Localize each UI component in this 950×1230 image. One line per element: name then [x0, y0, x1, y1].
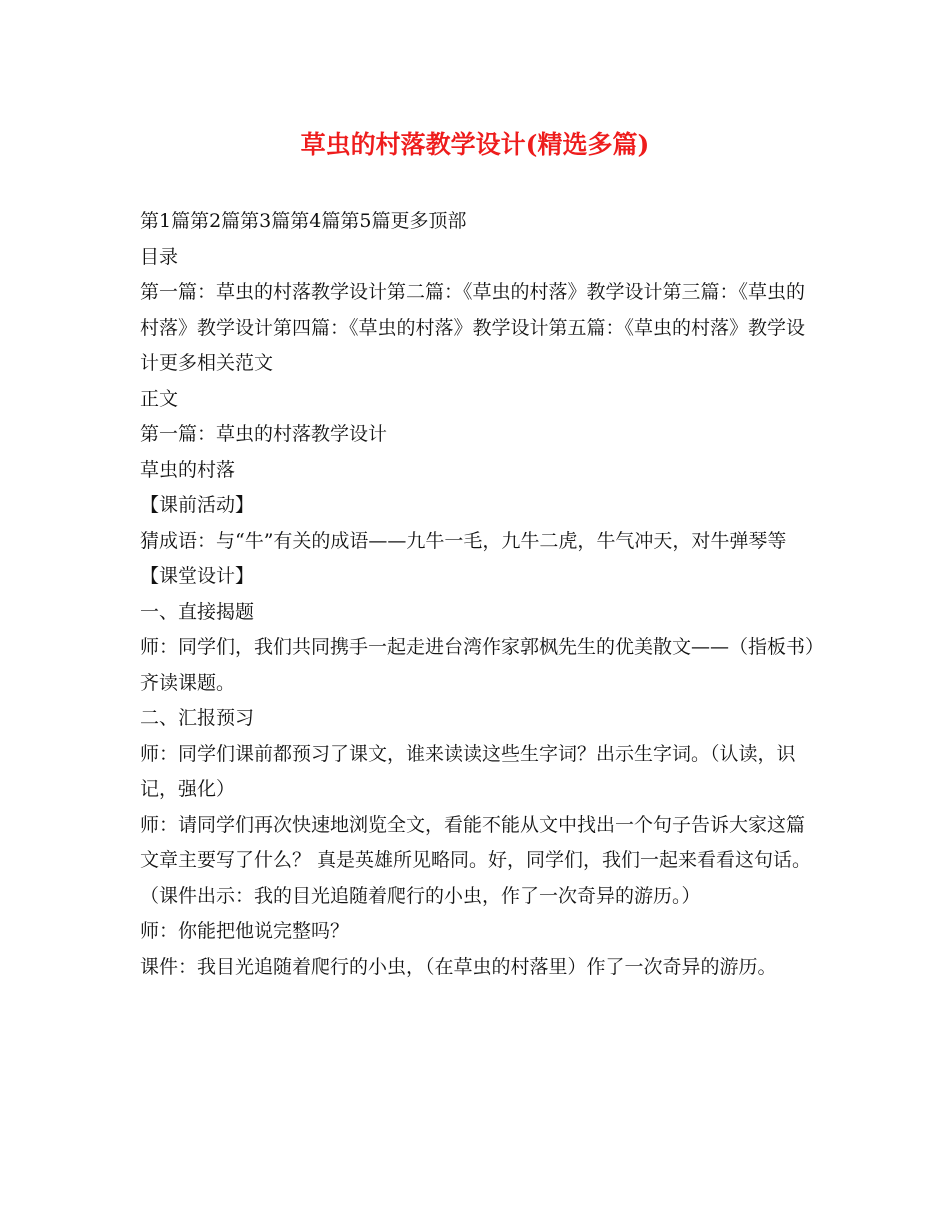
paragraph: 二、汇报预习 — [140, 707, 255, 729]
toc-heading: 目录 — [140, 245, 179, 268]
paragraph: 【课堂设计】 — [140, 565, 255, 587]
paragraph: 师：同学们，我们共同携手一起走进台湾作家郭枫先生的优美散文——（指板书）齐读课题。 — [140, 636, 815, 694]
nav-line: 第1篇第2篇第3篇第4篇第5篇更多顶部 — [140, 210, 467, 232]
paragraph: 第一篇：草虫的村落教学设计 — [140, 423, 388, 445]
paragraph: 【课前活动】 — [140, 494, 255, 516]
paragraph: 一、直接揭题 — [140, 600, 255, 623]
body-heading: 正文 — [140, 387, 179, 410]
toc-text: 第一篇：草虫的村落教学设计第二篇：《草虫的村落》教学设计第三篇：《草虫的村落》教学设计第四篇：《草虫的村落》教学设计第五篇：《草虫的村落》教学设计更多相关范文 — [140, 281, 806, 374]
paragraph: 师：你能把他说完整吗？ — [140, 920, 350, 942]
document-title: 草虫的村落教学设计(精选多篇) — [300, 130, 650, 159]
paragraph: 课件：我目光追随着爬行的小虫，（在草虫的村落里）作了一次奇异的游历。 — [140, 955, 777, 978]
paragraph: 师：同学们课前都预习了课文，谁来读读这些生字词？出示生字词。（认读，识记，强化） — [140, 742, 796, 800]
paragraph: 草虫的村落 — [140, 458, 236, 481]
paragraph: 师：请同学们再次快速地浏览全文，看能不能从文中找出一个句子告诉大家这篇文章主要写了什么？ 真是英雄所见略同。好，同学们，我们一起来看看这句话。 （课件出示：我的目光追随着爬行的小虫，作了一次奇异的游历。） — [140, 813, 812, 907]
paragraph: 猜成语：与“牛”有关的成语——九牛一毛，九牛二虎，牛气冲天，对牛弹琴等 — [140, 529, 787, 552]
document-body — [140, 204, 820, 985]
